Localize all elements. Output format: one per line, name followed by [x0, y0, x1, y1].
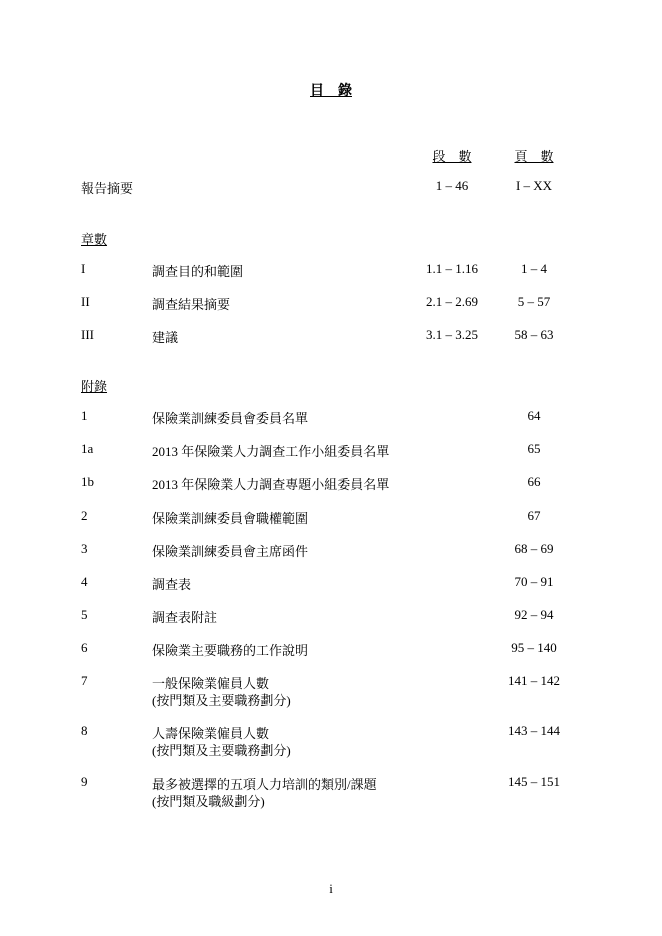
- paragraphs-header: 段 數: [432, 149, 472, 164]
- chapter-title: 調查結果摘要: [152, 297, 231, 312]
- appendix-subtitle: (按門類及主要職務劃分): [152, 743, 291, 758]
- appendix-title: 保險業訓練委員會職權範圍: [152, 511, 309, 526]
- chapter-pages: 1 – 4: [521, 261, 547, 276]
- appendix-title: 保險業訓練委員會主席函件: [152, 544, 309, 559]
- appendix-pages: 65: [527, 441, 541, 456]
- appendix-title: 2013 年保險業人力調查專題小組委員名單: [152, 477, 390, 492]
- appendix-number: 7: [81, 673, 88, 688]
- appendix-number: 2: [81, 508, 88, 523]
- appendix-pages: 68 – 69: [514, 541, 554, 556]
- chapter-paragraphs: 2.1 – 2.69: [426, 294, 478, 309]
- appendix-number: 5: [81, 607, 88, 622]
- appendix-title: 保險業訓練委員會委員名單: [152, 411, 309, 426]
- chapter-pages: 5 – 57: [517, 294, 551, 309]
- chapter-paragraphs: 1.1 – 1.16: [426, 261, 478, 276]
- appendix-subtitle: (按門類及職級劃分): [152, 794, 265, 809]
- summary-label: 報告摘要: [81, 181, 134, 196]
- page-title: 目 錄: [310, 84, 352, 99]
- appendix-pages: 143 – 144: [508, 723, 560, 738]
- appendix-number: 9: [81, 774, 88, 789]
- page-number: i: [329, 881, 333, 896]
- appendix-pages: 67: [527, 508, 541, 523]
- appendix-number: 6: [81, 640, 88, 655]
- appendix-pages: 141 – 142: [508, 673, 560, 688]
- pages-header: 頁 數: [514, 149, 554, 164]
- appendix-title: 保險業主要職務的工作說明: [152, 643, 309, 658]
- appendix-number: 1a: [81, 441, 94, 456]
- appendix-pages: 92 – 94: [514, 607, 554, 622]
- appendix-pages: 64: [527, 408, 541, 423]
- chapter-number: I: [81, 261, 86, 276]
- chapter-number: III: [81, 327, 94, 342]
- appendix-pages: 95 – 140: [511, 640, 557, 655]
- chapter-number: II: [81, 294, 90, 309]
- chapters-heading: 章數: [81, 232, 108, 247]
- appendices-heading: 附錄: [81, 379, 108, 394]
- appendix-title: 2013 年保險業人力調查工作小組委員名單: [152, 444, 390, 459]
- appendix-subtitle: (按門類及主要職務劃分): [152, 693, 291, 708]
- chapter-pages: 58 – 63: [514, 327, 554, 342]
- appendix-pages: 66: [527, 474, 541, 489]
- appendix-number: 3: [81, 541, 88, 556]
- appendix-title: 人壽保險業僱員人數: [152, 726, 270, 741]
- appendix-number: 4: [81, 574, 88, 589]
- appendix-title: 最多被選擇的五項人力培訓的類別/課題: [152, 777, 377, 792]
- appendix-number: 8: [81, 723, 88, 738]
- summary-paragraphs: 1 – 46: [435, 178, 469, 193]
- appendix-pages: 70 – 91: [514, 574, 554, 589]
- chapter-title: 建議: [152, 330, 179, 345]
- appendix-number: 1: [81, 408, 88, 423]
- appendix-title: 一般保險業僱員人數: [152, 676, 270, 691]
- appendix-title: 調查表: [152, 577, 192, 592]
- summary-pages: I – XX: [515, 178, 553, 193]
- appendix-pages: 145 – 151: [508, 774, 560, 789]
- appendix-title: 調查表附註: [152, 610, 218, 625]
- appendix-number: 1b: [81, 474, 94, 489]
- chapter-title: 調查目的和範圍: [152, 264, 244, 279]
- chapter-paragraphs: 3.1 – 3.25: [426, 327, 478, 342]
